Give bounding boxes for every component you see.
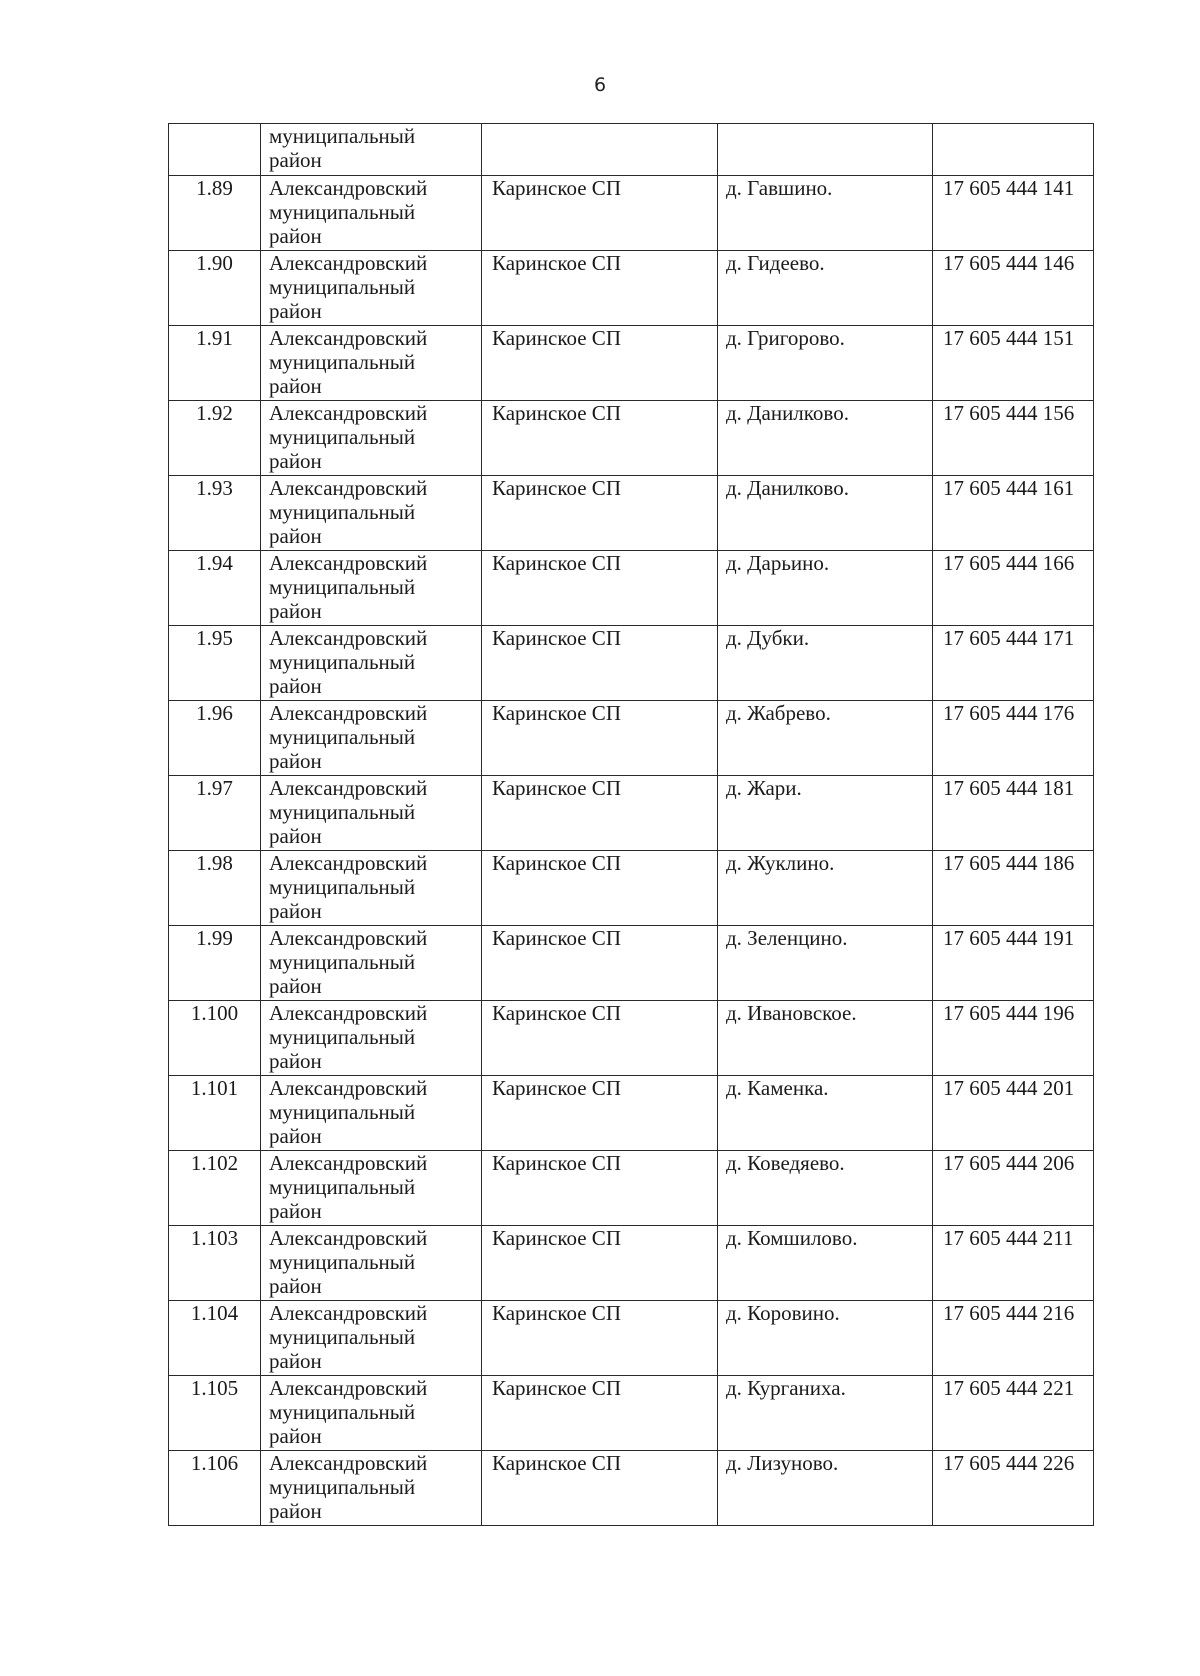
district-line: Александровский [269,626,428,650]
district-line: район [269,224,322,248]
district-line: район [269,524,322,548]
district-line: Александровский [269,1151,428,1175]
district-line: Александровский [269,1301,428,1325]
cell-district [261,851,482,926]
cell-district [261,1076,482,1151]
cell-locality: д. Гавшино. [718,176,933,251]
continuation-row [169,124,1094,176]
district-line: муниципальный [269,575,416,599]
district-line: район [269,1124,322,1148]
district-line: район [269,674,322,698]
cell-code: 17 605 444 226 [933,1451,1094,1526]
cell-settlement: Каринское СП [482,1001,718,1076]
district-line: Александровский [269,176,428,200]
cell-locality: д. Курганиха. [718,1376,933,1451]
cell-locality: д. Комшилово. [718,1226,933,1301]
district-line: район [269,599,322,623]
table-row [169,626,1094,701]
cell-settlement: Каринское СП [482,1301,718,1376]
table-row [169,401,1094,476]
district-line: Александровский [269,701,428,725]
cell-locality: д. Лизуново. [718,1451,933,1526]
cell-district [261,926,482,1001]
cell-code: 17 605 444 146 [933,251,1094,326]
district-line: муниципальный [269,650,416,674]
table-row [169,326,1094,401]
cell-settlement: Каринское СП [482,476,718,551]
cell-settlement: Каринское СП [482,1076,718,1151]
cell-number: 1.89 [169,176,261,251]
cell-number: 1.91 [169,326,261,401]
cell-number: 1.90 [169,251,261,326]
settlements-table [168,123,1094,1526]
cell-settlement: Каринское СП [482,851,718,926]
cell-settlement: Каринское СП [482,326,718,401]
cell-locality: д. Дарьино. [718,551,933,626]
cell-locality: д. Зеленцино. [718,926,933,1001]
cell-district [261,776,482,851]
district-line: Александровский [269,251,428,275]
cell-district [261,701,482,776]
cell-district [261,1151,482,1226]
district-line: Александровский [269,926,428,950]
cell-settlement: Каринское СП [482,1376,718,1451]
cell-locality: д. Данилково. [718,476,933,551]
table-row [169,926,1094,1001]
cell-locality [718,124,933,176]
cell-number: 1.100 [169,1001,261,1076]
cell-settlement: Каринское СП [482,251,718,326]
cell-code: 17 605 444 176 [933,701,1094,776]
table-row [169,476,1094,551]
cell-district [261,476,482,551]
cell-number: 1.102 [169,1151,261,1226]
district-line: муниципальный [269,500,416,524]
cell-code: 17 605 444 156 [933,401,1094,476]
cell-number: 1.93 [169,476,261,551]
district-line: муниципальный [269,1475,416,1499]
cell-locality: д. Жабрево. [718,701,933,776]
cell-code: 17 605 444 186 [933,851,1094,926]
district-line: Александровский [269,401,428,425]
cell-district [261,401,482,476]
district-line: район [269,974,322,998]
district-line: муниципальный [269,350,416,374]
cell-locality: д. Данилково. [718,401,933,476]
cell-district [261,551,482,626]
cell-number: 1.103 [169,1226,261,1301]
district-line: Александровский [269,1451,428,1475]
district-line: Александровский [269,1226,428,1250]
district-line: район [269,1049,322,1073]
district-line: муниципальный [269,1325,416,1349]
district-line: Александровский [269,476,428,500]
cell-district [261,326,482,401]
cell-district [261,176,482,251]
district-line: район [269,749,322,773]
district-line: район [269,449,322,473]
district-line: район [269,1199,322,1223]
district-line: муниципальный [269,1025,416,1049]
district-line: муниципальный [269,950,416,974]
cell-number: 1.98 [169,851,261,926]
district-line: район [269,148,322,172]
district-line: район [269,299,322,323]
cell-settlement: Каринское СП [482,401,718,476]
cell-district [261,1451,482,1526]
table-row [169,176,1094,251]
cell-number: 1.106 [169,1451,261,1526]
cell-settlement: Каринское СП [482,701,718,776]
cell-locality: д. Коведяево. [718,1151,933,1226]
cell-settlement: Каринское СП [482,776,718,851]
cell-district [261,251,482,326]
page-number: 6 [593,74,607,96]
district-line: муниципальный [269,1100,416,1124]
cell-number: 1.92 [169,401,261,476]
district-line: муниципальный [269,875,416,899]
table-row [169,851,1094,926]
settlements-table-body [169,124,1094,1526]
district-line: район [269,1499,322,1523]
cell-code: 17 605 444 181 [933,776,1094,851]
cell-district [261,124,482,176]
district-line: муниципальный [269,124,416,148]
table-row [169,1076,1094,1151]
cell-number [169,124,261,176]
district-line: район [269,899,322,923]
cell-settlement: Каринское СП [482,926,718,1001]
cell-locality: д. Дубки. [718,626,933,701]
cell-district [261,1226,482,1301]
cell-code: 17 605 444 221 [933,1376,1094,1451]
cell-settlement: Каринское СП [482,176,718,251]
district-line: Александровский [269,776,428,800]
cell-code: 17 605 444 216 [933,1301,1094,1376]
table-row [169,1301,1094,1376]
cell-code: 17 605 444 196 [933,1001,1094,1076]
table-row [169,701,1094,776]
cell-number: 1.97 [169,776,261,851]
district-line: Александровский [269,1376,428,1400]
table-row [169,251,1094,326]
district-line: район [269,1274,322,1298]
cell-number: 1.96 [169,701,261,776]
district-line: муниципальный [269,200,416,224]
cell-code: 17 605 444 151 [933,326,1094,401]
cell-code: 17 605 444 166 [933,551,1094,626]
cell-number: 1.95 [169,626,261,701]
district-line: район [269,374,322,398]
cell-settlement: Каринское СП [482,1226,718,1301]
cell-code: 17 605 444 141 [933,176,1094,251]
district-line: муниципальный [269,1250,416,1274]
district-line: муниципальный [269,800,416,824]
cell-number: 1.99 [169,926,261,1001]
table-row [169,1151,1094,1226]
district-line: муниципальный [269,1175,416,1199]
cell-settlement: Каринское СП [482,1451,718,1526]
cell-number: 1.104 [169,1301,261,1376]
district-line: Александровский [269,851,428,875]
cell-district [261,1001,482,1076]
cell-number: 1.101 [169,1076,261,1151]
cell-locality: д. Коровино. [718,1301,933,1376]
cell-code: 17 605 444 171 [933,626,1094,701]
table-row [169,1001,1094,1076]
district-line: муниципальный [269,1400,416,1424]
district-line: Александровский [269,326,428,350]
district-line: район [269,1349,322,1373]
cell-district [261,1301,482,1376]
cell-settlement: Каринское СП [482,626,718,701]
cell-locality: д. Жуклино. [718,851,933,926]
table-row [169,776,1094,851]
cell-number: 1.105 [169,1376,261,1451]
cell-code [933,124,1094,176]
table-row [169,1376,1094,1451]
cell-locality: д. Григорово. [718,326,933,401]
cell-locality: д. Каменка. [718,1076,933,1151]
cell-settlement: Каринское СП [482,1151,718,1226]
table-row [169,1226,1094,1301]
cell-locality: д. Жари. [718,776,933,851]
cell-number: 1.94 [169,551,261,626]
district-line: муниципальный [269,425,416,449]
cell-settlement [482,124,718,176]
cell-code: 17 605 444 161 [933,476,1094,551]
district-line: муниципальный [269,725,416,749]
district-line: район [269,1424,322,1448]
table-row [169,1451,1094,1526]
cell-code: 17 605 444 201 [933,1076,1094,1151]
district-line: район [269,824,322,848]
cell-district [261,1376,482,1451]
cell-code: 17 605 444 211 [933,1226,1094,1301]
district-line: муниципальный [269,275,416,299]
table-row [169,551,1094,626]
cell-code: 17 605 444 191 [933,926,1094,1001]
cell-district [261,626,482,701]
district-line: Александровский [269,1001,428,1025]
cell-code: 17 605 444 206 [933,1151,1094,1226]
district-line: Александровский [269,551,428,575]
cell-locality: д. Гидеево. [718,251,933,326]
cell-locality: д. Ивановское. [718,1001,933,1076]
cell-settlement: Каринское СП [482,551,718,626]
district-line: Александровский [269,1076,428,1100]
